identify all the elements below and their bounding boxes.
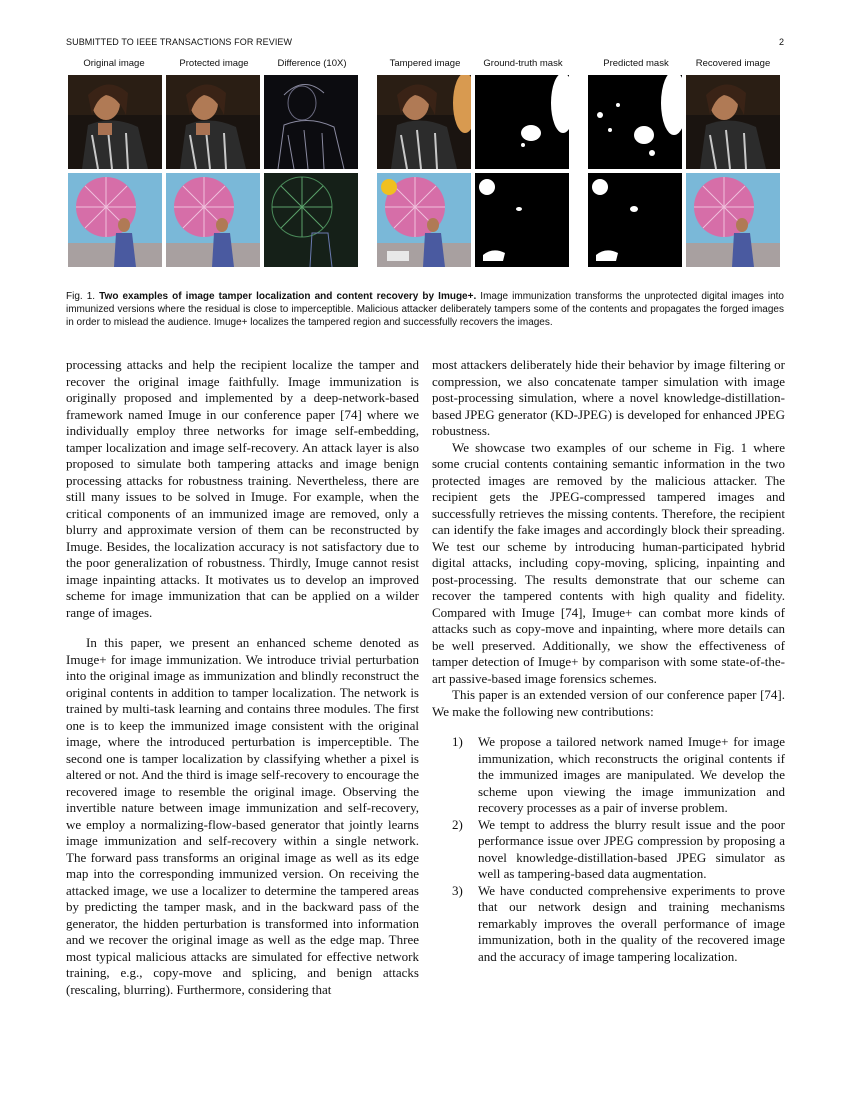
list-item	[432, 883, 785, 966]
page-number: 2	[778, 37, 784, 47]
list-item-number: 1)	[452, 734, 463, 749]
row2-recovered-image	[686, 173, 780, 267]
caption-bold: Two examples of image tamper localization and content recovery by Imuge+.	[99, 291, 477, 302]
right-paragraph-1: most attackers deliberately hide their behavior by image filtering or compression, we also concatenate tamper simulation with image post-processing simulation, where a novel knowledge-distillation-based JPEG generator (KD-JPEG) is developed for enhanced JPEG robustness.	[432, 357, 785, 438]
right-paragraph-2: We showcase two examples of our scheme in Fig. 1 where some crucial contents containing semantic information in the two protected images are removed by the malicious attacker. The recipient gets the JPEG-compressed tampered images and successfully retrieves the missing contents. Therefore, the recipient can identify the fake images and accordingly block their spreading. We test our scheme by introducing human-participated hybrid digital attacks, including copy-moving, splicing, inpainting and post-processing. The results demonstrate that our scheme can recover the tampered contents with high quality and fidelity. Compared with Imuge [74], Imuge+ can combat more kinds of attacks such as copy-move and inpainting, where more details can be well preserved. Additionally, we show the effectiveness of tamper detection of Imuge+ by comparison with some state-of-the-art passive-based image forensics schemes.	[432, 439, 785, 686]
row2-predicted-mask	[588, 173, 682, 267]
list-item-text: We propose a tailored network named Imuge+ for image immunization, which reconstructs the original contents if the immunized images are manipulated. We develop the scheme upon viewing the image immunization and recovery processes as a pair of inverse problem.	[478, 734, 785, 815]
caption-text: Image immunization transforms the unprotected digital images into immunized versions where the residual is close to imperceptible. Malicious attacker deliberately tampers some of the contents and propagates the forged images in order to mislead the audience. Imuge+ localizes the tampered region and successfully recovers the images.	[66, 291, 784, 328]
figure-1	[66, 58, 784, 270]
running-header: SUBMITTED TO IEEE TRANSACTIONS FOR REVIEW	[66, 37, 293, 47]
row2-difference-image	[264, 173, 358, 267]
row1-difference-image	[264, 75, 358, 169]
label-tampered: Tampered image	[389, 58, 461, 69]
row1-tampered-image	[377, 75, 471, 169]
label-protected: Protected image	[179, 58, 249, 69]
row1-predicted-mask	[588, 75, 682, 169]
list-item-number: 2)	[452, 816, 463, 832]
row1-ground-truth-mask	[475, 75, 569, 169]
list-item	[432, 817, 785, 883]
caption-label: Fig. 1.	[66, 291, 96, 302]
right-column	[432, 357, 785, 965]
label-original: Original image	[83, 58, 145, 69]
right-paragraph-3: This paper is an extended version of our conference paper [74]. We make the following new contributions:	[432, 687, 785, 719]
label-recovered: Recovered image	[695, 58, 771, 69]
figure-caption	[66, 290, 784, 329]
list-item-number: 3)	[452, 882, 463, 898]
left-paragraph-2: In this paper, we present an enhanced scheme denoted as Imuge+ for image immunization. We introduce trivial perturbation into the original image as immunization and blindly reconstruct the original contents in addition to tamper localization. The network is trained by multi-task learning and contains three modules. The first one is to keep the immunized image consistent with the original image, where the introduced perturbation is imperceptible. The second one is tamper localization by classifying whether a pixel is altered or not. And the third is image self-recovery to encourage the recovered image to resemble the original image. Observing the invertible nature between image immunization and self-recovery, we employ a normalizing-flow-based generator that jointly learns image immunization and self-recovery within a single network. The forward pass transforms an original image as well as its edge map into the corresponding immunized version. On receiving the attacked image, we use a localizer to determine the tampered areas by predicting the tamper mask, and in the backward pass of the generator, the hidden perturbation is transformed into information and we recover the original image as well as the edge map. Three most typical malicious attacks are simulated for effective network training, e.g., copy-move and splicing, and benign attacks (rescaling, blurring). Furthermore, considering that	[66, 635, 419, 997]
label-pred-mask: Predicted mask	[603, 58, 669, 69]
row1-original-image	[68, 75, 162, 169]
row2-protected-image	[166, 173, 260, 267]
list-item	[432, 734, 785, 817]
row2-ground-truth-mask	[475, 173, 569, 267]
row1-protected-image	[166, 75, 260, 169]
row2-original-image	[68, 173, 162, 267]
row1-recovered-image	[686, 75, 780, 169]
row2-tampered-image	[377, 173, 471, 267]
label-difference: Difference (10X)	[277, 58, 347, 69]
list-item-text: We have conducted comprehensive experiments to prove that our network design and training mechanisms remarkably improves the overall performance of image immunization, both in the quality of the recovered image and the accuracy of image tampering localization.	[478, 882, 785, 964]
left-paragraph-1: processing attacks and help the recipient localize the tamper and recover the original image faithfully. Image immunization is originally proposed and implemented by a deep-network-based framework named Imuge in our conference paper [74] where we individually employ three networks for image self-embedding, tamper localization and image self-recovery. An attack layer is also proposed to simulate both tampering attacks and image benign processing attacks for robustness training. Nevertheless, there are still many issues to be solved in Imuge. For example, when the critical components of an immunized image are removed, only a blurry and approximate version of them can be reconstructed by Imuge. Besides, the localization accuracy is not satisfactory due to the poor generalization of robustness. Thirdly, Imuge cannot resist image inpainting attacks. It motivates us to develop an improved scheme for image immunization that can be applied on a wilder range of images.	[66, 357, 419, 620]
label-gt-mask: Ground-truth mask	[483, 58, 563, 69]
list-item-text: We tempt to address the blurry result issue and the poor performance issue over JPEG compression by proposing a novel knowledge-distillation-based JPEG simulator as well as tampering-based data augmentation.	[478, 816, 785, 881]
left-column	[66, 357, 419, 998]
contributions-list	[432, 734, 785, 965]
